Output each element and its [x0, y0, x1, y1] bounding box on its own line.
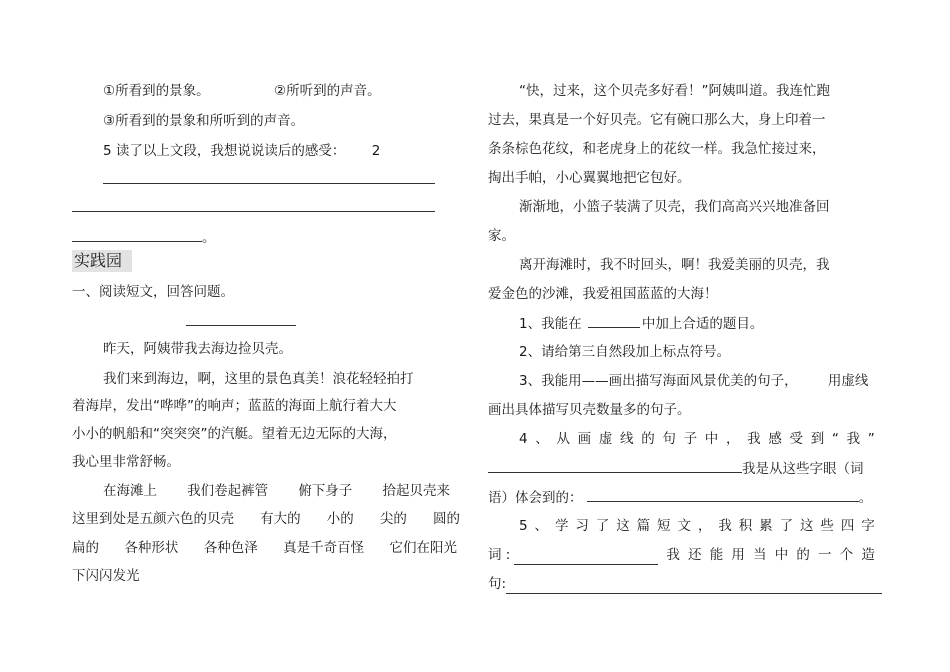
char: 4: [519, 431, 528, 447]
passage-p4-line2: 过去，果真是一个好贝壳。它有碗口那么大，身上印着一: [488, 112, 826, 128]
phrase: 小的: [326, 511, 354, 527]
passage-p6-line2: 爱金色的沙滩，我爱祖国蓝蓝的大海！: [488, 286, 718, 302]
phrase: 拾起贝壳来: [382, 483, 450, 499]
title-answer-blank[interactable]: [588, 313, 640, 328]
answer-line-3-row: [72, 227, 216, 248]
char: 习: [575, 518, 589, 534]
question-5-prompt: [103, 141, 380, 161]
char: 5: [519, 518, 528, 534]
char: 积: [738, 518, 753, 534]
passage-p3-line4: 下闪闪发光: [72, 568, 140, 584]
passage-p2-line1: 我们来到海边，啊，这里的景色真美！浪花轻轻拍打: [103, 371, 414, 387]
char: 累: [759, 518, 773, 534]
phrase: 在海滩上: [103, 483, 157, 499]
question-4-blank-2[interactable]: [587, 487, 859, 502]
passage-p2-line3: 小小的帆船和“突突突”的汽艇。望着无边无际的大海，: [72, 426, 397, 442]
question-4-line3: [488, 487, 872, 508]
answer-line-1[interactable]: [103, 183, 435, 184]
char: “: [831, 431, 839, 447]
question-1-text-a: 1、我能在: [519, 316, 582, 332]
question-3-text-b: 用虚线: [827, 373, 869, 389]
answer-line-end: 。: [202, 230, 216, 246]
passage-p2-line2: 着海岸，发出“哗哗”的响声；蓝蓝的海面上航行着大大: [72, 398, 397, 414]
passage-p2-line4: 我心里非常舒畅。: [72, 454, 180, 470]
char: 文: [677, 518, 691, 534]
question-1-text-b: 中加上合适的题目。: [641, 316, 764, 332]
char: ，: [725, 431, 740, 447]
question-5-text-a: 词 :: [488, 547, 511, 563]
phrase: 圆的: [433, 511, 460, 527]
question-5-line3: [488, 574, 882, 594]
passage-p5-line1: 渐渐地，小篮子装满了贝壳，我们高高兴兴地准备回: [519, 199, 830, 215]
phrase: 俯下身子: [298, 483, 353, 499]
char: 子: [683, 431, 698, 447]
char: ”: [867, 431, 875, 447]
char: 了: [779, 518, 794, 534]
passage-p4-line1: “快，过来，这个贝壳多好看！”阿姨叫道。我连忙跑: [519, 83, 830, 99]
option-3: ③所看到的景象和所听到的声音。: [103, 113, 305, 129]
question-5-text-b: [666, 545, 875, 565]
char: 的: [796, 547, 810, 563]
option-2: ②所听到的声音。: [274, 83, 381, 99]
question-4-text-b: 我是从这些字眼（词: [742, 461, 864, 477]
char: 用: [731, 547, 745, 563]
char: 中: [774, 547, 789, 563]
question-3-line2: 画出具体描写贝壳数量多的句子。: [488, 402, 691, 418]
passage-p4-line4: 掏出手帕，小心翼翼地把它包好。: [488, 170, 691, 186]
char: 我: [666, 547, 680, 563]
question-5-text: 5 读了以上文段，我想说说读后的感受：: [103, 143, 346, 159]
phrase: 这里到处是五颜六色的贝壳: [72, 511, 234, 527]
char: 篇: [636, 518, 651, 534]
char: 从: [556, 431, 570, 447]
char: 短: [657, 518, 671, 534]
question-3-text-a: 3、我能用——画出描写海面风景优美的句子，: [519, 373, 798, 389]
question-4-text-c: 语）体会到的：: [488, 490, 583, 506]
char: 当: [753, 547, 767, 563]
char: ，: [697, 518, 712, 534]
phrase: 它们在阳光: [389, 540, 457, 556]
question-4-line2: [488, 458, 864, 479]
section-title: 实践园: [72, 250, 132, 272]
phrase: 我们卷起裤管: [187, 483, 269, 499]
answer-line-3[interactable]: [72, 227, 202, 242]
phrase: 各种形状: [124, 540, 179, 556]
passage-p6-line1: 离开海滩时，我不时回头，啊！我爱美丽的贝壳，我: [519, 257, 830, 273]
char: 画: [577, 431, 592, 447]
char: 造: [861, 547, 875, 563]
passage-p1: 昨天，阿姨带我去海边捡贝壳。: [103, 341, 292, 357]
phrase: 有大的: [260, 511, 301, 527]
char: 到: [810, 431, 825, 447]
question-4-blank-1[interactable]: [488, 458, 742, 473]
char: 虚: [598, 431, 613, 447]
char: 受: [789, 431, 804, 447]
char: 感: [768, 431, 782, 447]
question-5-score: 2: [371, 143, 381, 159]
passage-p3-line2: [72, 509, 460, 529]
char: 中: [704, 431, 719, 447]
passage-p5-line2: 家。: [488, 228, 515, 244]
char: 这: [800, 518, 814, 534]
answer-line-2[interactable]: [72, 211, 435, 212]
char: 学: [554, 518, 569, 534]
char: 线: [620, 431, 634, 447]
phrase: 真是千奇百怪: [283, 540, 365, 556]
title-blank[interactable]: [186, 325, 296, 326]
question-5-blank-1[interactable]: [514, 550, 658, 565]
question-5-line2: [488, 545, 875, 565]
char: 四: [840, 518, 855, 534]
char: 的: [641, 431, 655, 447]
char: 我: [718, 518, 732, 534]
char: 字: [861, 518, 875, 534]
question-1: [519, 313, 763, 334]
char: 、: [535, 431, 549, 447]
char: 句: [662, 431, 676, 447]
passage-p3-line3: [72, 538, 457, 558]
passage-p4-line3: 条条棕色花纹，和老虎身上的花纹一样。我急忙接过来，: [488, 141, 826, 157]
question-4-end: 。: [858, 490, 873, 506]
char: 还: [688, 547, 702, 563]
instruction: 一、阅读短文，回答问题。: [72, 284, 234, 300]
char: 了: [595, 518, 610, 534]
phrase: 各种色泽: [203, 540, 258, 556]
char: 个: [839, 547, 854, 563]
char: 我: [747, 431, 761, 447]
char: 能: [709, 547, 724, 563]
char: 这: [616, 518, 630, 534]
option-1: ①所看到的景象。: [103, 83, 210, 99]
phrase: 扁的: [72, 540, 99, 556]
char: 一: [818, 547, 832, 563]
phrase: 尖的: [379, 511, 407, 527]
passage-p3-line1: [103, 481, 450, 501]
question-3-line1: [519, 371, 868, 391]
question-2: 2、请给第三自然段加上标点符号。: [519, 344, 731, 360]
char: 、: [534, 518, 549, 534]
question-5-text-c: 句:: [488, 576, 507, 592]
char: 我: [846, 431, 861, 447]
question-5-blank-2[interactable]: [506, 579, 882, 594]
char: 些: [820, 518, 834, 534]
question-4-line1: [519, 429, 875, 449]
question-5-line1: [519, 516, 875, 536]
